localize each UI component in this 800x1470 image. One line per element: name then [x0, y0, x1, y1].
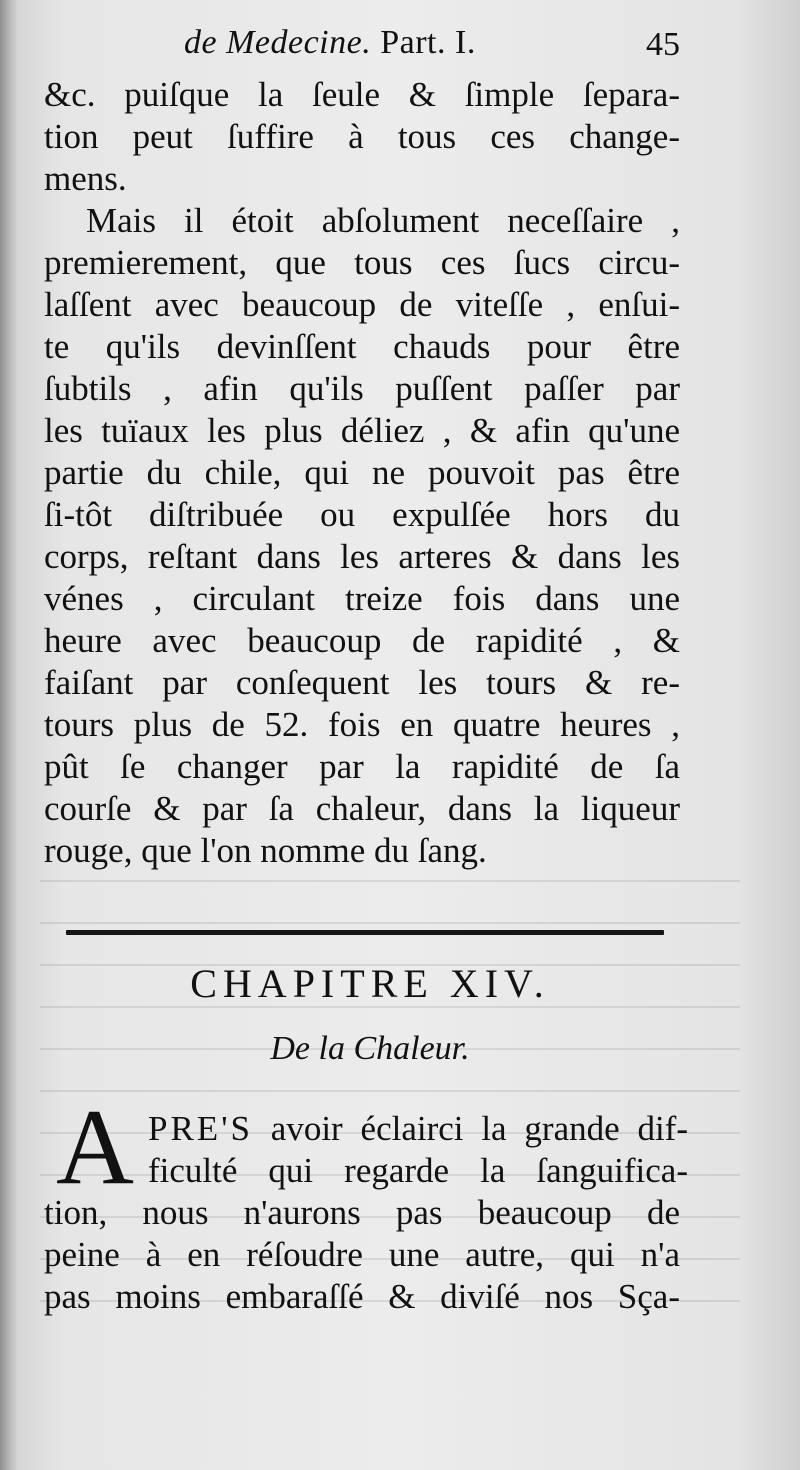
text-line: Mais il étoit abſolument neceſſaire ,	[86, 201, 680, 240]
text-line: mens.	[44, 159, 127, 198]
text-line: premierement, que tous ces ſucs circu-	[44, 243, 680, 282]
text-line: faiſant par conſequent les tours & re-	[44, 663, 680, 702]
text-line: vénes , circulant treize fois dans une	[44, 579, 680, 618]
page-number: 45	[646, 26, 680, 63]
text-line: pas moins embaraſſé & diviſé nos Sça-	[44, 1277, 680, 1316]
text-line: ficulté qui regarde la ſanguifica-	[148, 1151, 688, 1190]
text-line: ſubtils , afin qu'ils puſſent paſſer par	[44, 369, 680, 408]
running-head	[160, 22, 680, 66]
text-line: heure avec beaucoup de rapidité , &	[44, 621, 680, 660]
text-line: tours plus de 52. fois en quatre heures ,	[44, 705, 680, 744]
text-line: te qu'ils devinſſent chauds pour être	[44, 327, 680, 366]
text-line: les tuïaux les plus déliez , & afin qu'une	[44, 411, 680, 450]
text-line: tion, nous n'aurons pas beaucoup de	[44, 1193, 680, 1232]
text-line	[148, 1108, 688, 1150]
text-line: courſe & par ſa chaleur, dans la liqueur	[44, 789, 680, 828]
text-line-rest: avoir éclairci la grande dif-	[252, 1109, 688, 1148]
drop-cap: A	[56, 1088, 134, 1207]
chapter-divider-rule	[66, 930, 664, 935]
text-line: peine à en réſoudre une autre, qui n'a	[44, 1235, 680, 1274]
text-line: pût ſe changer par la rapidité de ſa	[44, 747, 680, 786]
chapter-heading: CHAPITRE XIV.	[190, 961, 550, 1006]
text-line: tion peut ſuffire à tous ces change-	[44, 117, 680, 156]
text-line: rouge, que l'on nomme du ſang.	[44, 831, 487, 870]
text-line: partie du chile, qui ne pouvoit pas être	[44, 453, 680, 492]
first-word-caps: PRE'S	[148, 1109, 253, 1148]
running-title	[184, 24, 476, 62]
text-line: &c. puiſque la ſeule & ſimple ſepara-	[44, 75, 680, 114]
text-line: ſi-tôt diſtribuée ou expulſée hors du	[44, 495, 680, 534]
page-gutter-shadow	[0, 0, 18, 1470]
text-line: corps, reſtant dans les arteres & dans les	[44, 537, 680, 576]
text-line: laſſent avec beaucoup de viteſſe , enſui-	[44, 285, 680, 324]
running-title-part: Part. I.	[371, 24, 476, 61]
chapter-subtitle: De la Chaleur.	[270, 1030, 470, 1067]
running-title-italic: de Medecine.	[184, 24, 372, 61]
